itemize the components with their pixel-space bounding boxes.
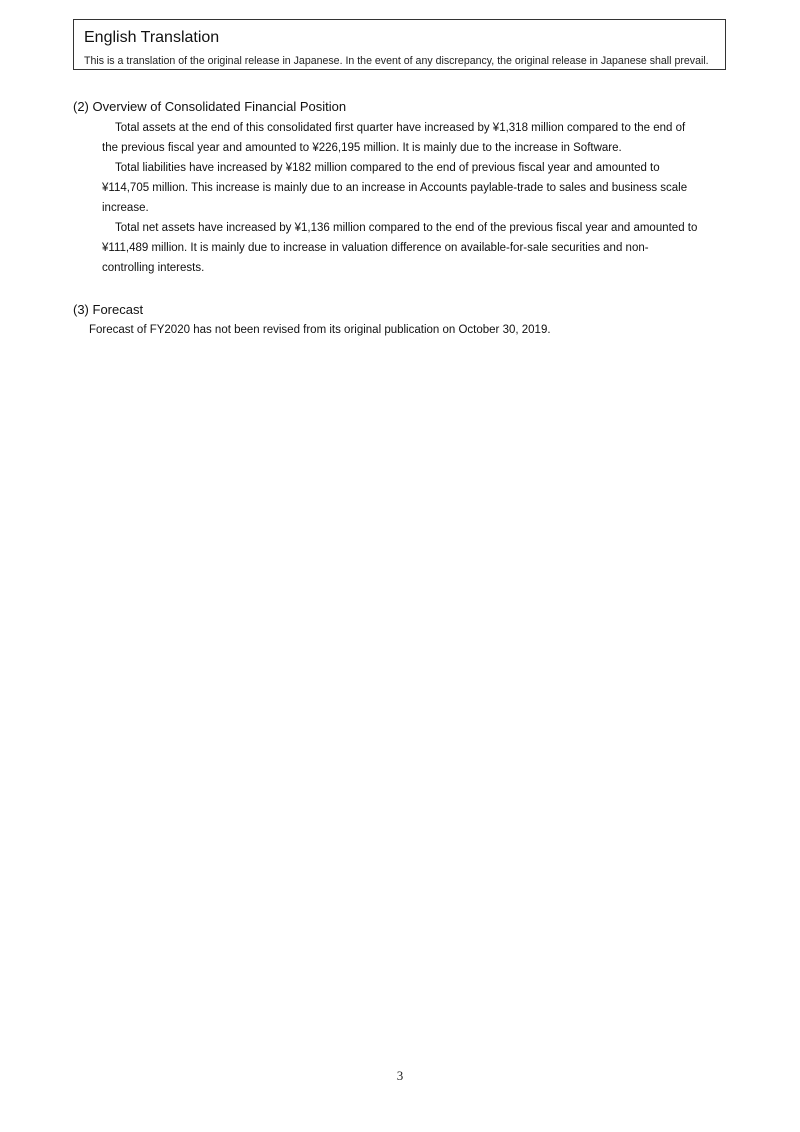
section-heading-forecast: (3) Forecast <box>73 302 144 317</box>
paragraph-line: ¥111,489 million. It is mainly due to increase in valuation difference on available-for-sale securities and non- <box>102 242 649 254</box>
translation-banner <box>73 19 726 70</box>
page-number: 3 <box>396 1068 404 1083</box>
banner-title: English Translation <box>84 29 220 46</box>
paragraph-line: controlling interests. <box>102 262 205 274</box>
paragraph-line: ¥114,705 million. This increase is mainly due to an increase in Accounts paylable-trade to sales and business scale <box>102 182 688 194</box>
banner-disclaimer: This is a translation of the original release in Japanese. In the event of any discrepancy, the original release in Japanese shall prevail. <box>84 55 709 67</box>
section-heading-financial-position: (2) Overview of Consolidated Financial Position <box>73 99 347 114</box>
paragraph-line: Total liabilities have increased by ¥182 million compared to the end of previous fiscal year and amounted to <box>115 162 660 174</box>
paragraph-line: Forecast of FY2020 has not been revised from its original publication on October 30, 2019. <box>89 324 551 336</box>
paragraph-line: the previous fiscal year and amounted to ¥226,195 million. It is mainly due to the increase in Software. <box>102 142 622 154</box>
paragraph-line: Total assets at the end of this consolidated first quarter have increased by ¥1,318 million compared to the end of <box>115 122 686 134</box>
paragraph-line: Total net assets have increased by ¥1,136 million compared to the end of the previous fiscal year and amounted to <box>115 222 698 234</box>
paragraph-line: increase. <box>102 202 149 214</box>
